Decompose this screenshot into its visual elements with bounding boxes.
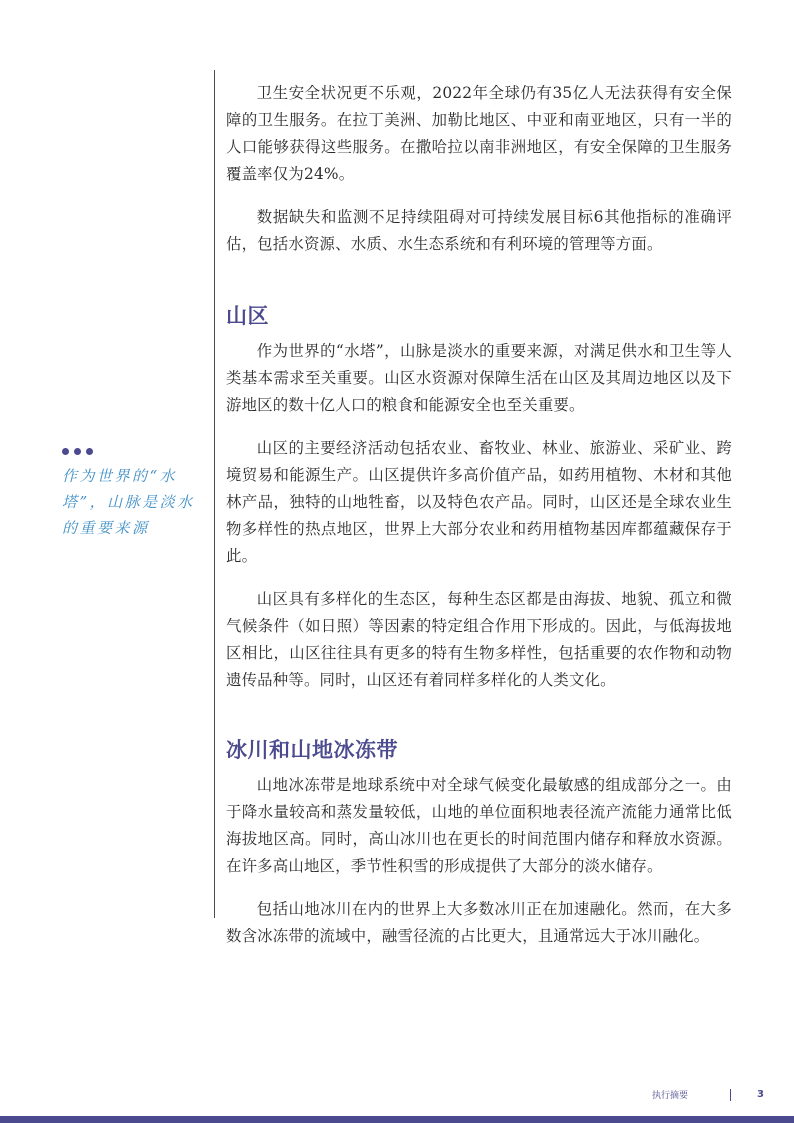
paragraph-ecoregions: 山区具有多样化的生态区，每种生态区都是由海拔、地貌、孤立和微气候条件（如日照）等因素的特定组合作用下形成的。因此，与低海拔地区相比，山区往往具有更多的特有生物多样性，包括重要的农作物和动物遗传品种等。同时，山区还有着同样多样化的人类文化。 xyxy=(226,590,732,689)
pull-quote-text: 作为世界的“水塔”，山脉是淡水的重要来源 xyxy=(62,467,195,537)
section-heading-mountains: 山区 xyxy=(226,304,269,328)
paragraph-economic-activities: 山区的主要经济活动包括农业、畜牧业、林业、旅游业、采矿业、跨境贸易和能源生产。山区提供许多高价值产品，如药用植物、木材和其他林产品，独特的山地牲畜，以及特色农产品。同时，山区还是全球农业生物多样性的热点地区，世界上大部分农业和药用植物基因库都蕴藏保存于此。 xyxy=(226,439,732,565)
sidebar-pull-quote xyxy=(62,448,206,541)
paragraph-data-gaps: 数据缺失和监测不足持续阻碍对可持续发展目标6其他指标的准确评估，包括水资源、水质、水生态系统和有利环境的管理等方面。 xyxy=(226,208,732,253)
section-heading-glaciers: 冰川和山地冰冻带 xyxy=(226,738,398,762)
page-number: 3 xyxy=(757,1089,764,1100)
paragraph-glacier-melt: 包括山地冰川在内的世界上大多数冰川正在加速融化。然而，在大多数含冰冻带的流域中，融雪径流的占比更大，且通常远大于冰川融化。 xyxy=(226,900,732,945)
main-content xyxy=(226,80,732,950)
dots-icon xyxy=(62,448,206,455)
paragraph-cryosphere: 山地冰冻带是地球系统中对全球气候变化最敏感的组成部分之一。由于降水量较高和蒸发量较低，山地的单位面积地表径流产流能力通常比低海拔地区高。同时，高山冰川也在更长的时间范围内储存和释放水资源。在许多高山地区，季节性积雪的形成提供了大部分的淡水储存。 xyxy=(226,776,732,875)
bottom-accent-bar xyxy=(0,1116,794,1123)
paragraph-sanitation: 卫生安全状况更不乐观，2022年全球仍有35亿人无法获得有安全保障的卫生服务。在拉丁美洲、加勒比地区、中亚和南亚地区，只有一半的人口能够获得这些服务。在撒哈拉以南非洲地区，有安全保障的卫生服务覆盖率仅为24%。 xyxy=(226,84,732,183)
page-footer xyxy=(652,1088,764,1101)
vertical-divider xyxy=(214,70,215,918)
footer-section-label: 执行摘要 xyxy=(652,1091,689,1101)
footer-separator xyxy=(730,1089,731,1101)
paragraph-water-towers: 作为世界的“水塔”，山脉是淡水的重要来源，对满足供水和卫生等人类基本需求至关重要。山区水资源对保障生活在山区及其周边地区以及下游地区的数十亿人口的粮食和能源安全也至关重要。 xyxy=(226,342,732,414)
